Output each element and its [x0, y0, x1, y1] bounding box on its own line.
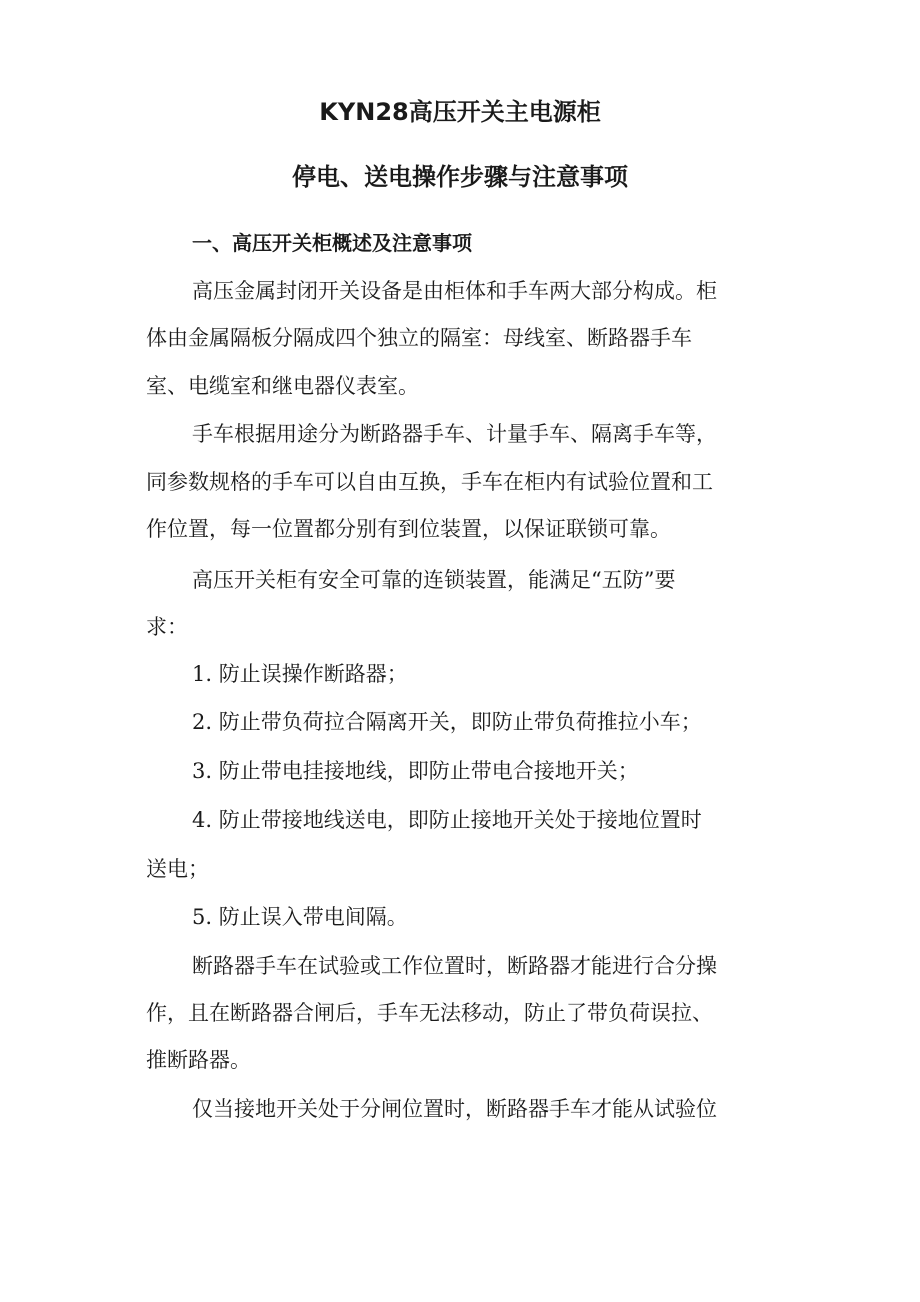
paragraph-line: 断路器手车在试验或工作位置时，断路器才能进行合分操	[192, 954, 717, 978]
paragraph-line: 作，且在断路器合闸后，手车无法移动，防止了带负荷误拉、	[146, 1001, 713, 1025]
list-item: 3. 防止带电挂接地线，即防止带电合接地开关；	[192, 759, 639, 783]
list-item: 4. 防止带接地线送电，即防止接地开关处于接地位置时	[192, 808, 702, 832]
list-item: 1. 防止误操作断路器；	[192, 662, 408, 686]
paragraph-line: 室、电缆室和继电器仪表室。	[146, 374, 419, 398]
paragraph-line: 求：	[146, 615, 188, 639]
document-title: KYN28高压开关主电源柜	[319, 98, 601, 126]
list-item: 5. 防止误入带电间隔。	[192, 905, 408, 929]
paragraph-line: 作位置，每一位置都分别有到位装置，以保证联锁可靠。	[146, 517, 671, 541]
paragraph-line: 手车根据用途分为断路器手车、计量手车、隔离手车等，	[192, 422, 717, 446]
paragraph-line: 体由金属隔板分隔成四个独立的隔室：母线室、断路器手车	[146, 326, 692, 350]
paragraph-line: 推断路器。	[146, 1048, 251, 1072]
paragraph-line: 高压开关柜有安全可靠的连锁装置，能满足“五防”要	[192, 568, 676, 592]
section-heading: 一、高压开关柜概述及注意事项	[192, 231, 472, 255]
paragraph-line: 仅当接地开关处于分闸位置时，断路器手车才能从试验位	[192, 1097, 717, 1121]
list-item-continuation: 送电；	[146, 857, 209, 881]
paragraph-line: 同参数规格的手车可以自由互换，手车在柜内有试验位置和工	[146, 470, 713, 494]
paragraph-line: 高压金属封闭开关设备是由柜体和手车两大部分构成。柜	[192, 279, 717, 303]
list-item: 2. 防止带负荷拉合隔离开关，即防止带负荷推拉小车；	[192, 710, 702, 734]
document-subtitle: 停电、送电操作步骤与注意事项	[292, 163, 628, 191]
